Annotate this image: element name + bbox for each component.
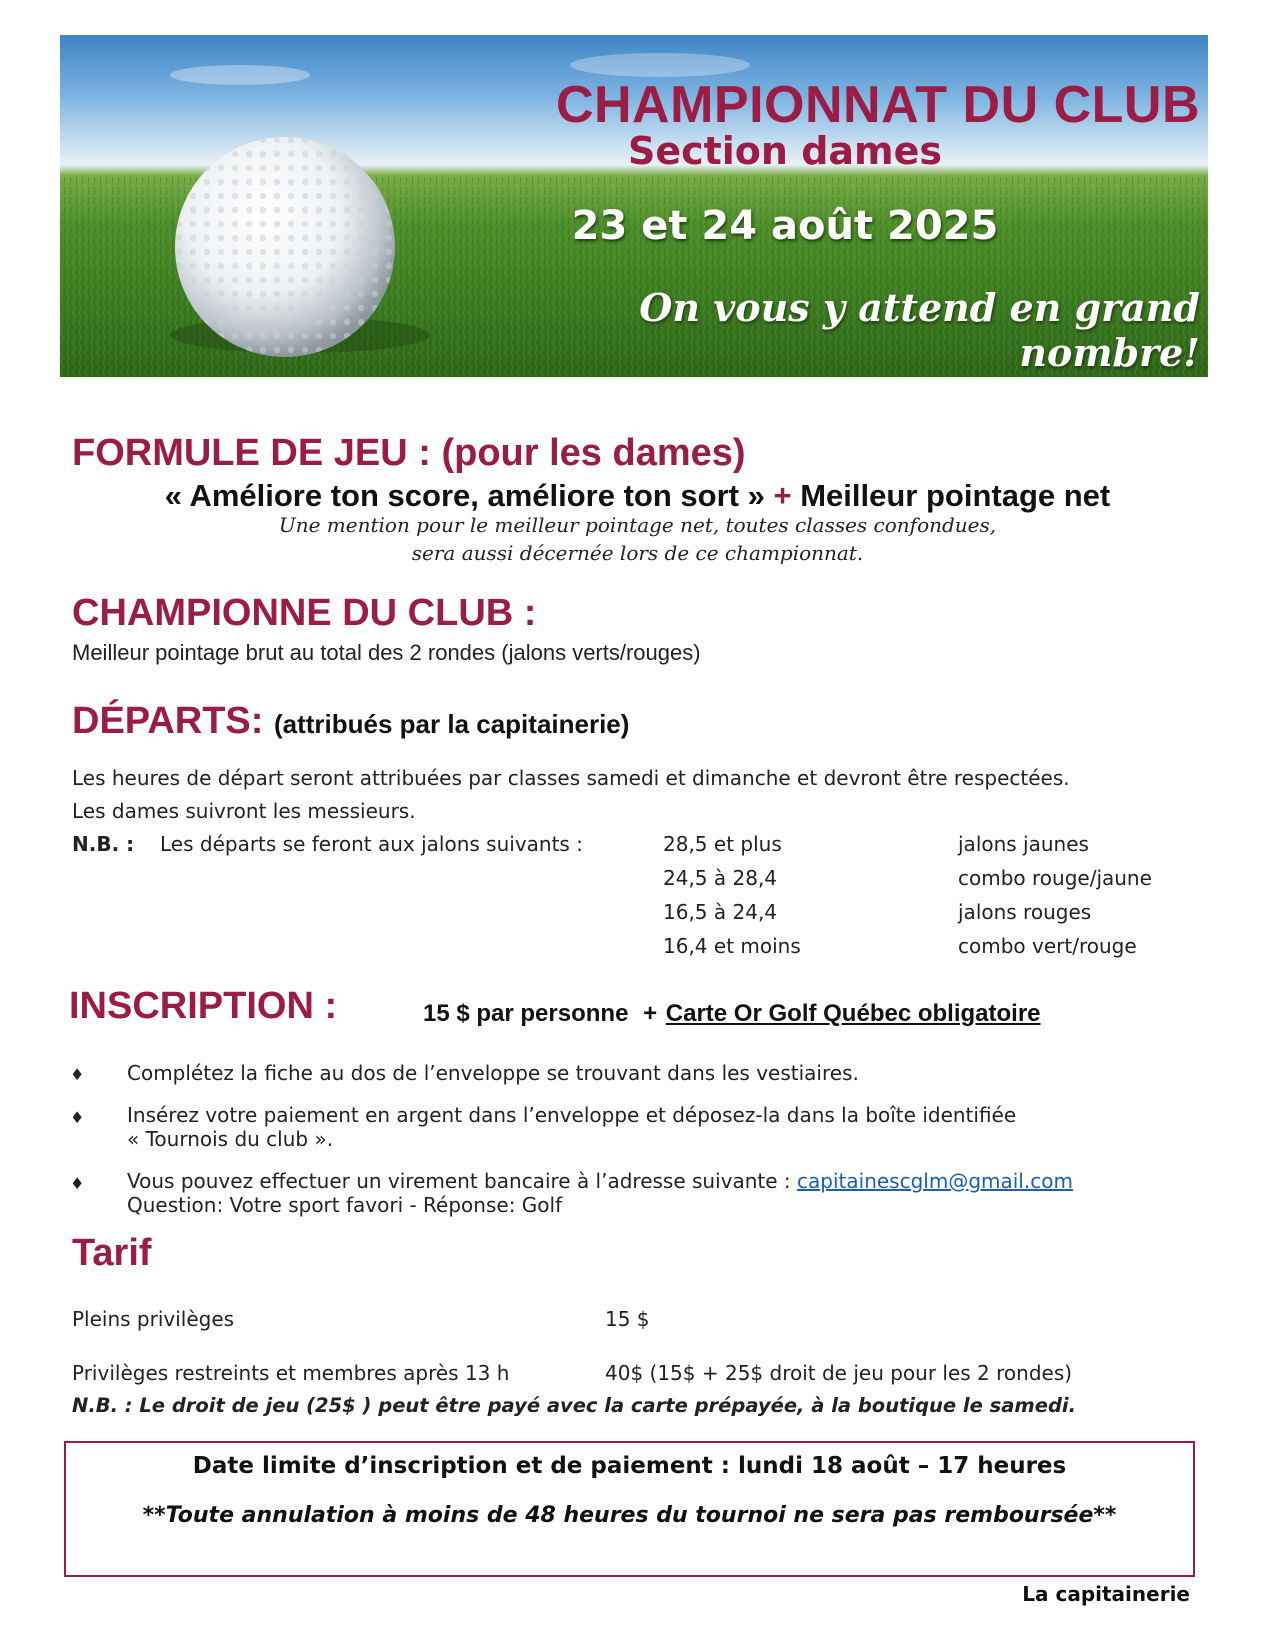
formule-line-a: « Améliore ton score, améliore ton sort »: [164, 478, 765, 513]
departs-nb-text: Les départs se feront aux jalons suivants :: [160, 832, 583, 856]
bullet-text-cont: « Tournois du club ».: [127, 1127, 334, 1151]
tee-row-range: 16,4 et moins: [663, 934, 801, 958]
formule-heading: FORMULE DE JEU : (pour les dames): [72, 432, 746, 474]
tarif-note: N.B. : Le droit de jeu (25$ ) peut être payé avec la carte prépayée, à la boutique le samedi.: [72, 1394, 1076, 1417]
tee-row-range: 24,5 à 28,4: [663, 866, 778, 890]
email-link[interactable]: capitainescglm@gmail.com: [797, 1169, 1073, 1193]
departs-heading-note: (attribués par la capitainerie): [273, 709, 630, 739]
signature: La capitainerie: [1022, 1582, 1190, 1606]
bullet-diamond-icon: ♦: [70, 1108, 85, 1127]
formule-note-1: Une mention pour le meilleur pointage net, toutes classes confondues,: [278, 513, 997, 537]
departs-heading-title: DÉPARTS:: [72, 700, 264, 742]
formule-line-b: Meilleur pointage net: [800, 478, 1111, 513]
tee-row-tees: jalons jaunes: [958, 832, 1089, 856]
tee-row-tees: combo vert/rouge: [958, 934, 1137, 958]
inscription-price: 15 $ par personne: [423, 1000, 629, 1027]
bullet-text: [127, 1169, 1073, 1193]
banner-dates: 23 et 24 août 2025: [571, 203, 999, 249]
inscription-card: Carte Or Golf Québec obligatoire: [665, 1000, 1041, 1027]
championne-heading: CHAMPIONNE DU CLUB :: [72, 592, 537, 634]
championne-text: Meilleur pointage brut au total des 2 rondes (jalons verts/rouges): [72, 640, 701, 665]
departs-nb-label: N.B. :: [72, 832, 135, 856]
bullet-text-transfer: Vous pouvez effectuer un virement bancaire à l’adresse suivante :: [127, 1169, 791, 1193]
tarif-label: Privilèges restreints et membres après 13 h: [72, 1361, 510, 1385]
tee-row-range: 28,5 et plus: [663, 832, 782, 856]
departs-line-2: Les dames suivront les messieurs.: [72, 799, 416, 823]
deadline-box: [64, 1441, 1195, 1577]
tarif-label: Pleins privilèges: [72, 1307, 235, 1331]
tarif-value: 40$ (15$ + 25$ droit de jeu pour les 2 rondes): [605, 1361, 1073, 1385]
tarif-value: 15 $: [605, 1307, 650, 1331]
banner-title: CHAMPIONNAT DU CLUB: [555, 76, 1200, 134]
banner-slogan: On vous y attend en grand nombre!: [639, 285, 1200, 375]
cancellation-notice: **Toute annulation à moins de 48 heures du tournoi ne sera pas remboursée**: [142, 1503, 1117, 1528]
header-banner: [60, 35, 1208, 377]
departs-line-1: Les heures de départ seront attribuées par classes samedi et dimanche et devront être respectées.: [72, 766, 1070, 790]
formule-plus: +: [773, 478, 792, 513]
formule-note-2: sera aussi décernée lors de ce championnat.: [411, 541, 864, 565]
bullet-diamond-icon: ♦: [70, 1065, 85, 1084]
bullet-diamond-icon: ♦: [70, 1174, 85, 1193]
formule-line: [0, 478, 1275, 514]
tarif-heading: Tarif: [72, 1232, 152, 1274]
departs-heading: [72, 700, 629, 743]
bullet-text: Insérez votre paiement en argent dans l’enveloppe et déposez-la dans la boîte identifiée: [127, 1103, 1017, 1127]
tee-row-tees: jalons rouges: [958, 900, 1092, 924]
inscription-plus: +: [643, 1000, 658, 1027]
tee-row-range: 16,5 à 24,4: [663, 900, 778, 924]
deadline-line: Date limite d’inscription et de paiement : lundi 18 août – 17 heures: [192, 1453, 1067, 1479]
banner-subtitle: Section dames: [627, 129, 943, 173]
inscription-heading: INSCRIPTION :: [69, 985, 338, 1027]
bullet-text-cont: Question: Votre sport favori - Réponse: Golf: [127, 1193, 563, 1217]
inscription-fee: [423, 1000, 1041, 1028]
bullet-text: Complétez la fiche au dos de l’enveloppe se trouvant dans les vestiaires.: [127, 1061, 859, 1085]
tee-row-tees: combo rouge/jaune: [958, 866, 1152, 890]
